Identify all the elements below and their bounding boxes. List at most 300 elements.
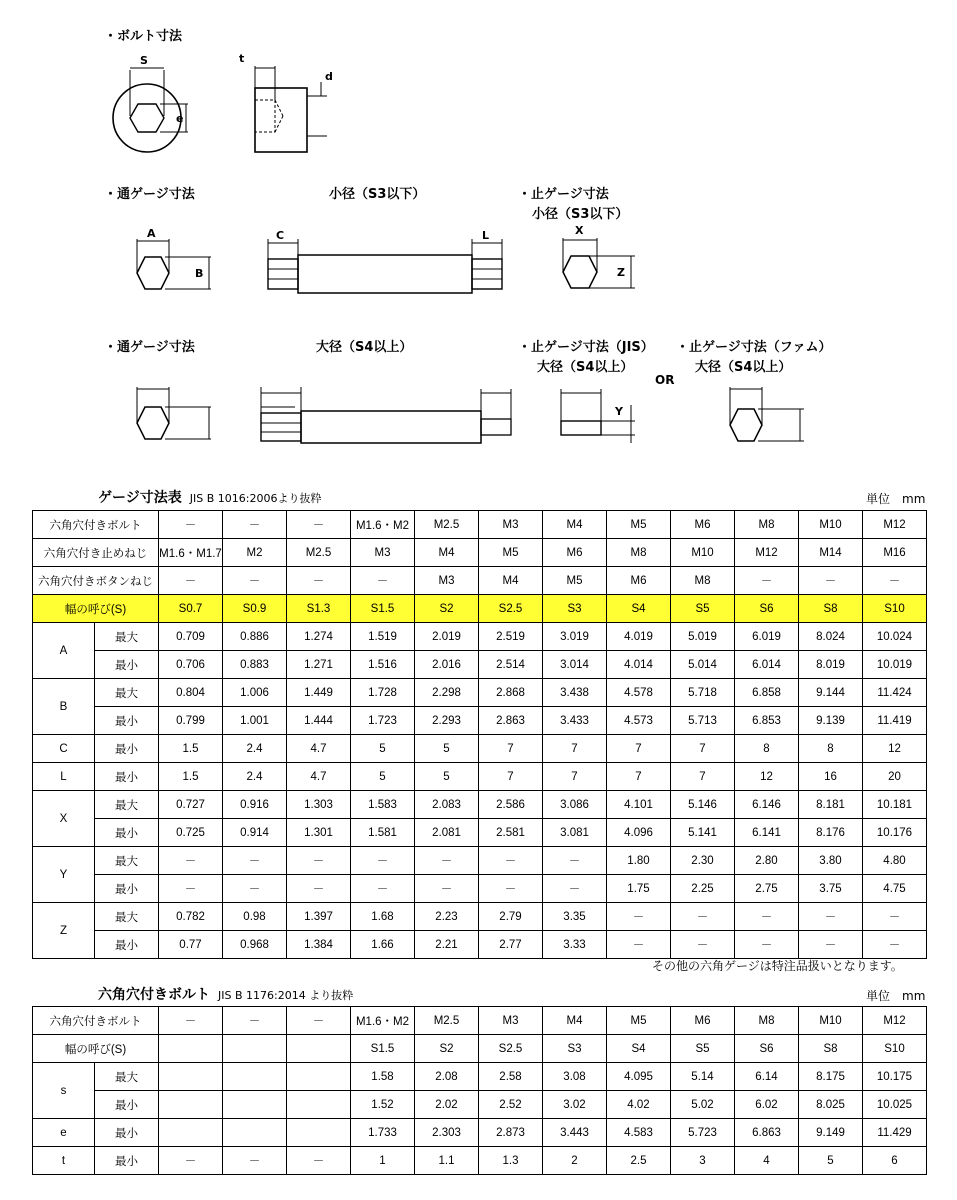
table-cell: 11.419 [863, 707, 927, 735]
table-cell: 7 [607, 735, 671, 763]
table-row [33, 511, 927, 539]
table-row [33, 595, 927, 623]
table-cell: S4 [607, 1035, 671, 1063]
table-cell: M8 [735, 511, 799, 539]
table-cell: 6.14 [735, 1063, 799, 1091]
table-cell: 2.58 [479, 1063, 543, 1091]
table-cell: 7 [479, 763, 543, 791]
table-cell: 8.024 [799, 623, 863, 651]
table-cell: 6.863 [735, 1119, 799, 1147]
table-row [33, 931, 927, 959]
table-cell: 0.725 [159, 819, 223, 847]
table-cell: － [479, 875, 543, 903]
table-cell: M5 [607, 1007, 671, 1035]
table-cell [159, 1091, 223, 1119]
table-cell: 0.886 [223, 623, 287, 651]
table-cell: M5 [479, 539, 543, 567]
table-cell: 5.019 [671, 623, 735, 651]
stop-gauge-fam-sub-label: 大径（S4以上） [695, 360, 792, 375]
sub-label: 最小 [95, 1091, 159, 1119]
table-cell: 0.77 [159, 931, 223, 959]
large-dia-gauge-diagram [255, 375, 520, 455]
gauge-dimension-table [32, 510, 927, 959]
sub-label: 最小 [95, 1147, 159, 1175]
table-cell: 9.149 [799, 1119, 863, 1147]
table-cell: M1.6・M1.7 [159, 539, 223, 567]
table-cell: 1.80 [607, 847, 671, 875]
table-cell: M10 [671, 539, 735, 567]
table-cell: S4 [607, 595, 671, 623]
table-cell: M8 [607, 539, 671, 567]
group-label: Z [33, 903, 95, 959]
table-row [33, 679, 927, 707]
table-row [33, 623, 927, 651]
table-cell: 2 [543, 1147, 607, 1175]
table-cell: M12 [735, 539, 799, 567]
table-cell: S1.5 [351, 1035, 415, 1063]
table-cell: 6.02 [735, 1091, 799, 1119]
table-cell: 5 [351, 735, 415, 763]
table-cell: 2.23 [415, 903, 479, 931]
table-cell: M4 [415, 539, 479, 567]
table-cell: 2.514 [479, 651, 543, 679]
table-cell [223, 1035, 287, 1063]
table-cell: 2.016 [415, 651, 479, 679]
table-cell: － [351, 567, 415, 595]
sub-label: 最大 [95, 903, 159, 931]
table-cell [287, 1035, 351, 1063]
group-label: B [33, 679, 95, 735]
table-cell: － [671, 903, 735, 931]
table-cell: 10.176 [863, 819, 927, 847]
sub-label: 最小 [95, 875, 159, 903]
table-cell: 3 [671, 1147, 735, 1175]
table-cell [287, 1119, 351, 1147]
table-cell: － [287, 567, 351, 595]
table-cell: 1.583 [351, 791, 415, 819]
small-dia-label: 小径（S3以下） [329, 187, 426, 202]
table-cell: 1.723 [351, 707, 415, 735]
stop-gauge-jis-label: ・止ゲージ寸法（JIS） [518, 340, 654, 355]
table-cell: 6.019 [735, 623, 799, 651]
stop-gauge-jis-diagram [555, 375, 645, 445]
table-cell: S3 [543, 595, 607, 623]
table-cell: M1.6・M2 [351, 511, 415, 539]
table-cell: 3.02 [543, 1091, 607, 1119]
table-cell: M1.6・M2 [351, 1007, 415, 1035]
table-cell: 7 [543, 763, 607, 791]
table-cell: 2.52 [479, 1091, 543, 1119]
dim-c-text: C [276, 229, 285, 242]
table-cell: 3.086 [543, 791, 607, 819]
table-cell: 3.75 [799, 875, 863, 903]
table-cell: 1.001 [223, 707, 287, 735]
sub-label: 最小 [95, 735, 159, 763]
custom-order-note: その他の六角ゲージは特注品扱いとなります。 [652, 959, 903, 973]
table-cell: S0.9 [223, 595, 287, 623]
table-cell: 4.101 [607, 791, 671, 819]
table-cell: 6.853 [735, 707, 799, 735]
table-cell: 4.80 [863, 847, 927, 875]
table-cell: 1.271 [287, 651, 351, 679]
table-cell: 7 [479, 735, 543, 763]
table-cell: 2.79 [479, 903, 543, 931]
table-cell: 0.98 [223, 903, 287, 931]
table-cell: 10.019 [863, 651, 927, 679]
table-cell: － [351, 847, 415, 875]
dim-z-text: Z [617, 266, 625, 279]
table-cell: M2 [223, 539, 287, 567]
table-row [33, 847, 927, 875]
table-cell: － [735, 903, 799, 931]
stop-gauge-fam-diagram [718, 375, 808, 455]
table2-source: JIS B 1176:2014 より抜粋 [218, 989, 354, 1002]
group-label: t [33, 1147, 95, 1175]
table2-title-text: 六角穴付きボルト [98, 987, 210, 1003]
table-cell: 5.713 [671, 707, 735, 735]
table-cell: M10 [799, 511, 863, 539]
table-cell: 1.52 [351, 1091, 415, 1119]
table-cell: 4.02 [607, 1091, 671, 1119]
go-gauge-large-end-diagram [125, 375, 215, 455]
group-label: L [33, 763, 95, 791]
table-cell: 16 [799, 763, 863, 791]
table-row [33, 1091, 927, 1119]
table-cell: － [863, 903, 927, 931]
table-cell: M5 [607, 511, 671, 539]
row-header: 六角穴付きボタンねじ [33, 567, 159, 595]
row-header: 六角穴付きボルト [33, 511, 159, 539]
table-row [33, 1119, 927, 1147]
table1-title [98, 487, 321, 507]
bolt-side-view-diagram [235, 48, 335, 158]
table-cell: S2 [415, 595, 479, 623]
table-cell: 2.298 [415, 679, 479, 707]
table-cell: 2.5 [607, 1147, 671, 1175]
table-cell: 7 [607, 763, 671, 791]
table-cell: S1.5 [351, 595, 415, 623]
table-cell: 1.66 [351, 931, 415, 959]
table-cell: 1.1 [415, 1147, 479, 1175]
table-cell: 0.914 [223, 819, 287, 847]
table-cell: 4 [735, 1147, 799, 1175]
table-cell: 2.4 [223, 735, 287, 763]
table-cell: － [159, 847, 223, 875]
table-cell: S8 [799, 1035, 863, 1063]
table-cell: 1.5 [159, 763, 223, 791]
table-cell: M14 [799, 539, 863, 567]
table-cell: 4.095 [607, 1063, 671, 1091]
table-cell: 2.083 [415, 791, 479, 819]
table-cell: 1.397 [287, 903, 351, 931]
table-cell: 8.019 [799, 651, 863, 679]
table-cell: 4.578 [607, 679, 671, 707]
dim-y-text: Y [615, 405, 623, 418]
table-cell: M4 [543, 511, 607, 539]
table-cell: 7 [671, 763, 735, 791]
group-label: s [33, 1063, 95, 1119]
table-cell: 5.02 [671, 1091, 735, 1119]
table-cell: 3.438 [543, 679, 607, 707]
large-dia-label: 大径（S4以上） [316, 340, 413, 355]
table-cell: 12 [863, 735, 927, 763]
table-row [33, 1147, 927, 1175]
table-cell [223, 1063, 287, 1091]
table-cell: － [799, 567, 863, 595]
table-row [33, 763, 927, 791]
table-cell: 2.873 [479, 1119, 543, 1147]
table-cell: 3.081 [543, 819, 607, 847]
table-cell: － [287, 1007, 351, 1035]
sub-label: 最小 [95, 1119, 159, 1147]
table-cell: 2.02 [415, 1091, 479, 1119]
table-cell: 4.7 [287, 735, 351, 763]
table-cell: 9.139 [799, 707, 863, 735]
table-cell: S5 [671, 1035, 735, 1063]
row-header: 六角穴付きボルト [33, 1007, 159, 1035]
table-cell: 20 [863, 763, 927, 791]
table-cell: 8.181 [799, 791, 863, 819]
table-row [33, 875, 927, 903]
table-row [33, 707, 927, 735]
table-cell: S2 [415, 1035, 479, 1063]
table-cell: － [159, 1147, 223, 1175]
table-cell: 0.706 [159, 651, 223, 679]
table-row [33, 539, 927, 567]
table-cell: 2.303 [415, 1119, 479, 1147]
table-cell: 10.175 [863, 1063, 927, 1091]
table-cell: M8 [735, 1007, 799, 1035]
table-cell: 2.80 [735, 847, 799, 875]
table-cell: M5 [543, 567, 607, 595]
table-cell: 5.723 [671, 1119, 735, 1147]
table-cell [159, 1035, 223, 1063]
table-cell: 6.146 [735, 791, 799, 819]
table-cell: － [223, 875, 287, 903]
table-cell [287, 1063, 351, 1091]
table-cell: － [415, 847, 479, 875]
table1-title-text: ゲージ寸法表 [98, 490, 182, 506]
table-cell: 0.709 [159, 623, 223, 651]
table-row [33, 791, 927, 819]
table-cell: 11.429 [863, 1119, 927, 1147]
table-cell: 0.799 [159, 707, 223, 735]
dim-s-text: S [140, 54, 148, 67]
table-cell: 6.858 [735, 679, 799, 707]
table-cell: 6.141 [735, 819, 799, 847]
table-cell: S2.5 [479, 1035, 543, 1063]
table-cell: 8 [799, 735, 863, 763]
group-label: X [33, 791, 95, 847]
table-cell: S0.7 [159, 595, 223, 623]
table-cell: 3.433 [543, 707, 607, 735]
sub-label: 最大 [95, 679, 159, 707]
table-cell: 2.019 [415, 623, 479, 651]
sub-label: 最大 [95, 1063, 159, 1091]
table-cell: 0.804 [159, 679, 223, 707]
table-cell: 1.728 [351, 679, 415, 707]
table-cell: 1.444 [287, 707, 351, 735]
table1-unit: 単位 mm [866, 492, 926, 506]
group-label: Y [33, 847, 95, 903]
table-cell: S6 [735, 595, 799, 623]
table2-unit: 単位 mm [866, 989, 926, 1003]
table-cell: － [287, 1147, 351, 1175]
table-cell: － [735, 567, 799, 595]
stop-gauge-small-label: ・止ゲージ寸法 [518, 187, 609, 202]
table-cell: － [159, 511, 223, 539]
sub-label: 最小 [95, 931, 159, 959]
table-cell [223, 1091, 287, 1119]
table-cell: － [287, 875, 351, 903]
table-cell: 5.141 [671, 819, 735, 847]
table-cell: 4.014 [607, 651, 671, 679]
table-cell: 3.35 [543, 903, 607, 931]
table-cell: 10.024 [863, 623, 927, 651]
table-cell: 1.006 [223, 679, 287, 707]
sub-label: 最大 [95, 847, 159, 875]
stop-gauge-jis-sub-label: 大径（S4以上） [537, 360, 634, 375]
table-row [33, 651, 927, 679]
sub-label: 最小 [95, 707, 159, 735]
table-cell: 1.301 [287, 819, 351, 847]
table2-title [98, 984, 353, 1004]
table-cell: 1.519 [351, 623, 415, 651]
table-cell: 8.176 [799, 819, 863, 847]
table-cell: 5 [351, 763, 415, 791]
table-cell: 2.519 [479, 623, 543, 651]
table-cell [223, 1119, 287, 1147]
sub-label: 最大 [95, 791, 159, 819]
table-cell: S1.3 [287, 595, 351, 623]
table-cell: 1.75 [607, 875, 671, 903]
table-cell: M2.5 [415, 1007, 479, 1035]
sub-label: 最小 [95, 763, 159, 791]
table-cell: M12 [863, 1007, 927, 1035]
row-header: 幅の呼び(S) [33, 595, 159, 623]
table-cell: 4.7 [287, 763, 351, 791]
table-cell: 9.144 [799, 679, 863, 707]
table-cell: － [159, 1007, 223, 1035]
table-cell: 4.096 [607, 819, 671, 847]
table-cell: 7 [543, 735, 607, 763]
table-cell: 5.718 [671, 679, 735, 707]
table-cell: 7 [671, 735, 735, 763]
dim-a-text: A [147, 227, 156, 240]
table-cell: 1.274 [287, 623, 351, 651]
table-cell: － [287, 511, 351, 539]
dim-e-text: e [176, 112, 184, 125]
table-cell: 1 [351, 1147, 415, 1175]
bolt-dimension-table [32, 1006, 927, 1175]
row-header: 幅の呼び(S) [33, 1035, 159, 1063]
table-row [33, 903, 927, 931]
table-cell: M3 [351, 539, 415, 567]
table-cell: － [159, 875, 223, 903]
stop-gauge-small-sub-label: 小径（S3以下） [532, 207, 629, 222]
table-cell: M6 [671, 511, 735, 539]
table-cell: M3 [479, 1007, 543, 1035]
table-cell: － [863, 931, 927, 959]
sub-label: 最小 [95, 651, 159, 679]
table-cell: 2.08 [415, 1063, 479, 1091]
table-cell: － [223, 847, 287, 875]
table-cell: 2.586 [479, 791, 543, 819]
table-row [33, 735, 927, 763]
table-cell: 8.025 [799, 1091, 863, 1119]
table-row [33, 1035, 927, 1063]
table-cell: 0.968 [223, 931, 287, 959]
table-cell: 4.583 [607, 1119, 671, 1147]
dim-b-text: B [195, 267, 204, 280]
table-cell: 10.181 [863, 791, 927, 819]
table-cell: － [543, 875, 607, 903]
table-cell: M6 [671, 1007, 735, 1035]
dim-t-text: t [239, 52, 245, 65]
table-cell: － [543, 847, 607, 875]
table-cell: 2.868 [479, 679, 543, 707]
table-cell: － [351, 875, 415, 903]
table-cell: 2.30 [671, 847, 735, 875]
table-cell: 3.019 [543, 623, 607, 651]
table-cell: S10 [863, 1035, 927, 1063]
go-gauge-large-label: ・通ゲージ寸法 [104, 340, 195, 355]
table-cell: 3.08 [543, 1063, 607, 1091]
table-cell: 5 [415, 735, 479, 763]
table-cell: 1.58 [351, 1063, 415, 1091]
table-cell: M8 [671, 567, 735, 595]
table-cell: － [607, 903, 671, 931]
table-cell [159, 1119, 223, 1147]
table-row [33, 567, 927, 595]
group-label: A [33, 623, 95, 679]
table-cell: M4 [479, 567, 543, 595]
table-cell: 3.014 [543, 651, 607, 679]
table-cell: 1.449 [287, 679, 351, 707]
table1-source: JIS B 1016:2006より抜粋 [189, 492, 322, 505]
table-cell: 0.916 [223, 791, 287, 819]
table-cell: 2.863 [479, 707, 543, 735]
table-cell: 6 [863, 1147, 927, 1175]
go-gauge-small-label: ・通ゲージ寸法 [104, 187, 195, 202]
table-cell [159, 1063, 223, 1091]
table-cell: 1.3 [479, 1147, 543, 1175]
table-cell: 0.782 [159, 903, 223, 931]
table-cell: － [287, 847, 351, 875]
stop-gauge-fam-label: ・止ゲージ寸法（ファム） [676, 340, 832, 355]
table-cell: － [799, 931, 863, 959]
table-cell: － [607, 931, 671, 959]
table-cell: 2.77 [479, 931, 543, 959]
table-cell: 1.303 [287, 791, 351, 819]
table-cell: － [479, 847, 543, 875]
table-cell: 1.384 [287, 931, 351, 959]
table-cell: 5 [415, 763, 479, 791]
table-cell: 2.25 [671, 875, 735, 903]
table-cell: 0.883 [223, 651, 287, 679]
table-cell: － [223, 511, 287, 539]
bolt-dims-label: ・ボルト寸法 [104, 29, 183, 44]
table-cell: 6.014 [735, 651, 799, 679]
table-cell: 2.081 [415, 819, 479, 847]
table-cell: M4 [543, 1007, 607, 1035]
table-cell: S6 [735, 1035, 799, 1063]
table-cell: 11.424 [863, 679, 927, 707]
table-cell: 1.516 [351, 651, 415, 679]
table-cell: S2.5 [479, 595, 543, 623]
sub-label: 最大 [95, 623, 159, 651]
go-gauge-small-end-diagram [125, 225, 215, 305]
